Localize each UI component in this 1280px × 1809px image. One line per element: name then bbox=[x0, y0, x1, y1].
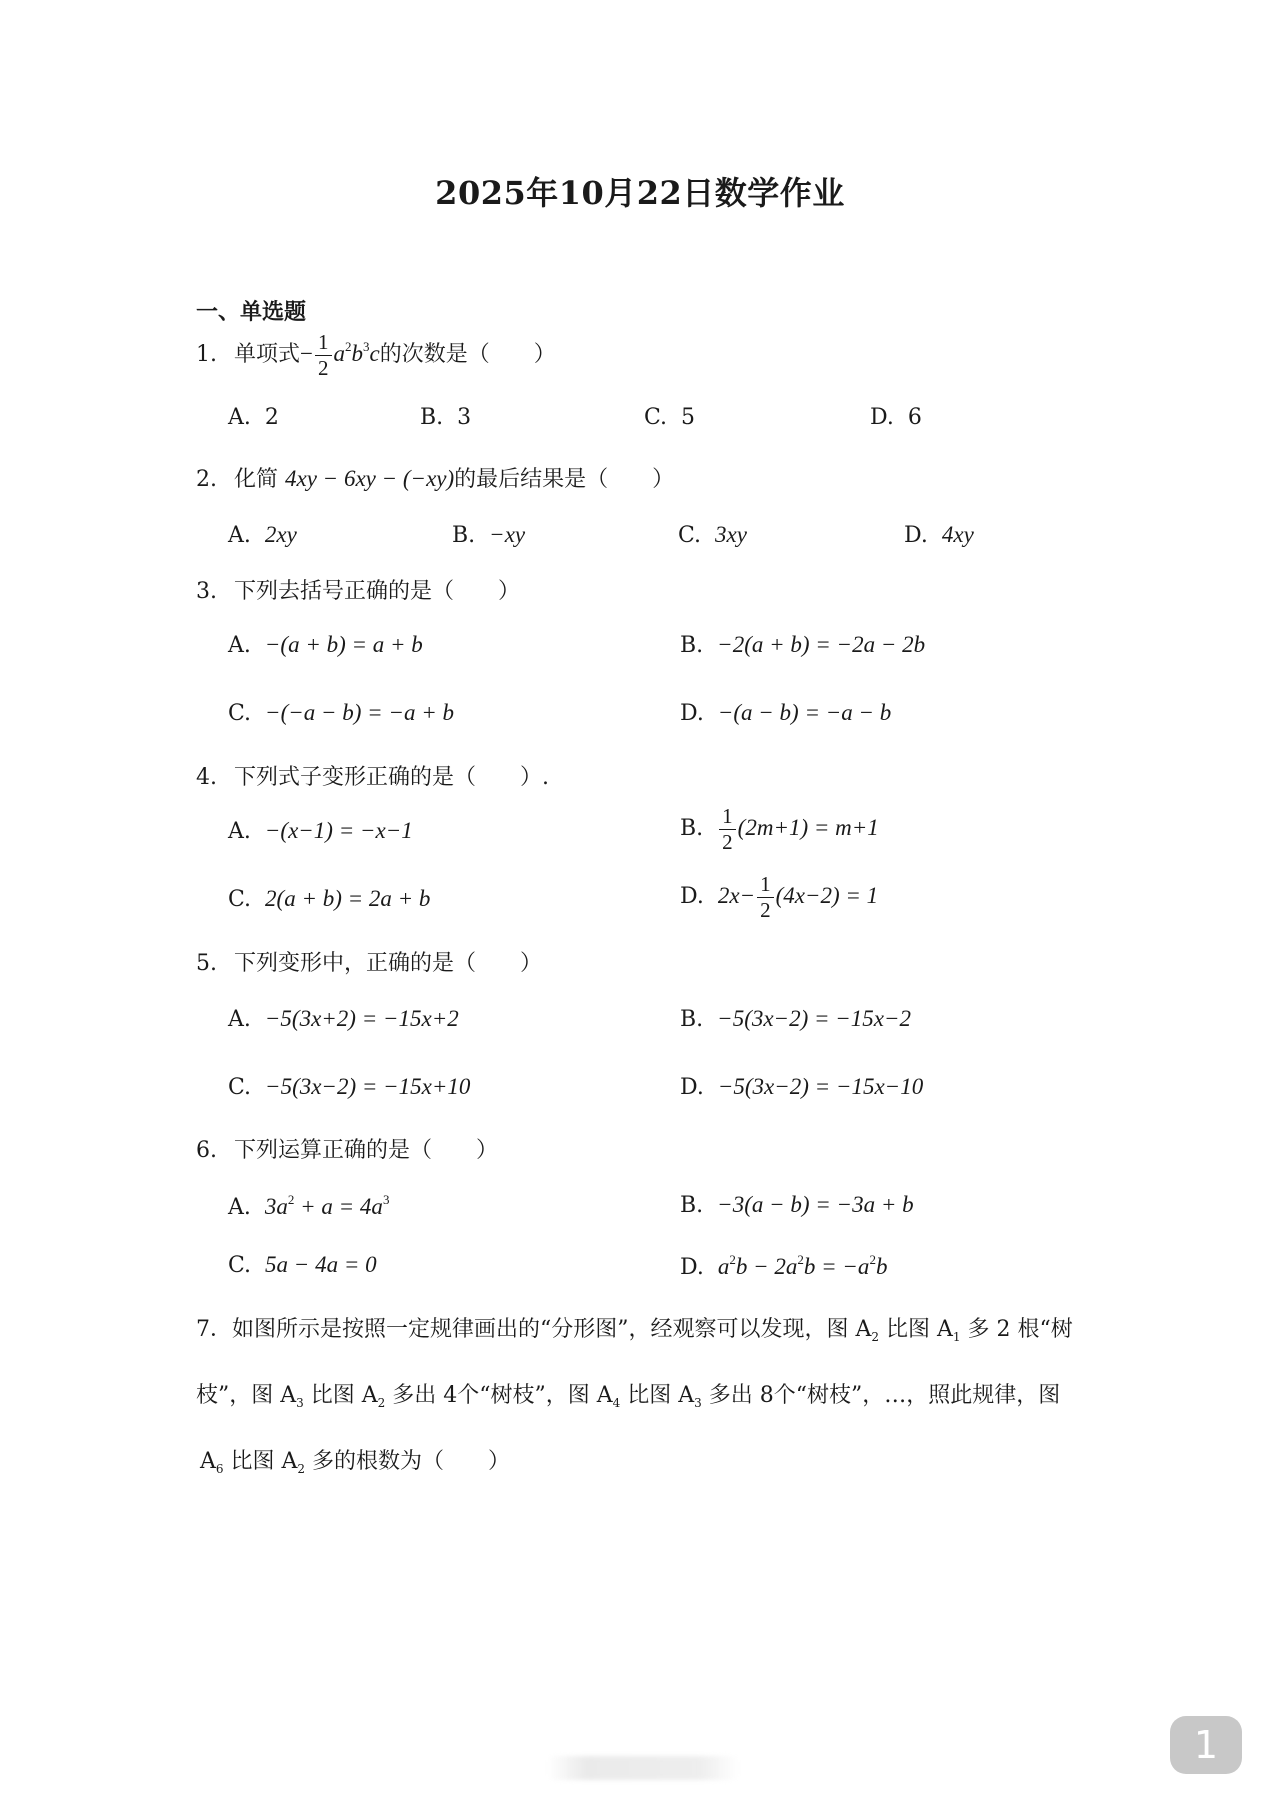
question-number: 5. bbox=[196, 951, 217, 976]
option-c[interactable]: C. 5 bbox=[644, 405, 696, 430]
question-text: 下列去括号正确的是（ ） bbox=[234, 579, 521, 604]
option-a[interactable]: A. $3a^2 + a = 4a^3$ bbox=[228, 1192, 390, 1220]
expression: 4xy − 6xy − (−xy) bbox=[285, 466, 455, 491]
question-text: 化简 bbox=[234, 467, 279, 492]
fraction: $\frac{1}{2}$ bbox=[719, 806, 736, 853]
option-b[interactable]: B. 3 bbox=[420, 405, 472, 430]
option-c[interactable]: C. 2(a + b) = 2a + b bbox=[228, 886, 431, 912]
option-d[interactable]: D. −(a − b) = −a − b bbox=[680, 700, 892, 726]
fraction: $\frac{1}{2}$ bbox=[315, 332, 332, 379]
watermark bbox=[548, 1756, 738, 1780]
option-c[interactable]: C. −(−a − b) = −a + b bbox=[228, 700, 454, 726]
question-6 bbox=[196, 1133, 498, 1164]
option-c[interactable]: C. 5a − 4a = 0 bbox=[228, 1252, 377, 1278]
option-b[interactable]: B. −2(a + b) = −2a − 2b bbox=[680, 632, 926, 658]
question-text: 下列变形中，正确的是（ ） bbox=[234, 951, 543, 976]
question-number: 1. bbox=[196, 341, 217, 367]
question-text: 下列式子变形正确的是（ ）. bbox=[234, 765, 549, 790]
option-a[interactable]: A. −(a + b) = a + b bbox=[228, 632, 423, 658]
page-title: 2025年10月22日数学作业 bbox=[435, 174, 845, 212]
question-text: 下列运算正确的是（ ） bbox=[234, 1138, 499, 1163]
option-b[interactable]: B. −xy bbox=[452, 522, 526, 548]
section-heading: 一、单选题 bbox=[196, 299, 307, 325]
minus-sign: − bbox=[300, 340, 313, 366]
page-number-badge[interactable]: 1 bbox=[1170, 1716, 1242, 1774]
option-b[interactable]: B. −3(a − b) = −3a + b bbox=[680, 1192, 914, 1218]
question-number: 4. bbox=[196, 765, 217, 790]
question-text-suffix: 的次数是（ ） bbox=[379, 341, 556, 367]
question-number: 2. bbox=[196, 467, 217, 492]
option-d[interactable]: D. $a^2b - 2a^2b = -a^2b$ bbox=[680, 1252, 888, 1280]
question-2 bbox=[196, 462, 674, 493]
option-d[interactable]: D. −5(3x−2) = −15x−10 bbox=[680, 1074, 924, 1100]
question-1: 1. 单项式− $\frac{1}{2}$ $a^2b^3c$的次数是（ ） bbox=[196, 330, 556, 380]
question-7-line-3: $A_6$ 比图 $A_2$ 多的根数为（ ） bbox=[200, 1449, 511, 1476]
question-number: 6. bbox=[196, 1138, 217, 1163]
option-d[interactable]: D. 6 bbox=[870, 405, 922, 430]
question-text: 单项式 bbox=[234, 341, 301, 367]
option-a[interactable]: A. −5(3x+2) = −15x+2 bbox=[228, 1006, 459, 1032]
option-a[interactable]: A. −(x−1) = −x−1 bbox=[228, 818, 413, 844]
question-4 bbox=[196, 760, 549, 791]
option-d[interactable]: D. 2x− $\frac{1}{2}$ (4x−2) = 1 bbox=[680, 872, 879, 922]
question-text-suffix: 的最后结果是（ ） bbox=[454, 467, 675, 492]
option-a[interactable]: A. 2 bbox=[228, 405, 279, 430]
question-7-line-1: 7．如图所示是按照一定规律画出的“分形图”，经观察可以发现，图 $A_2$ 比图 $A_1$ 多 2 根“树 bbox=[196, 1317, 1073, 1344]
question-number: 3. bbox=[196, 579, 217, 604]
question-3 bbox=[196, 574, 520, 605]
option-d[interactable]: D. 4xy bbox=[904, 522, 974, 548]
fraction: $\frac{1}{2}$ bbox=[757, 874, 774, 921]
option-b[interactable]: B. $\frac{1}{2}$ (2m+1) = m+1 bbox=[680, 804, 879, 854]
question-7-line-2: 枝”，图 $A_3$ 比图 $A_2$ 多出 4个“树枝”，图 $A_4$ 比图 $A_3$ 多出 8个“树枝”，…，照此规律，图 bbox=[196, 1383, 1061, 1410]
question-5 bbox=[196, 946, 542, 977]
option-c[interactable]: C. −5(3x−2) = −15x+10 bbox=[228, 1074, 471, 1100]
option-b[interactable]: B. −5(3x−2) = −15x−2 bbox=[680, 1006, 912, 1032]
option-a[interactable]: A. 2xy bbox=[228, 522, 297, 548]
option-c[interactable]: C. 3xy bbox=[678, 522, 747, 548]
